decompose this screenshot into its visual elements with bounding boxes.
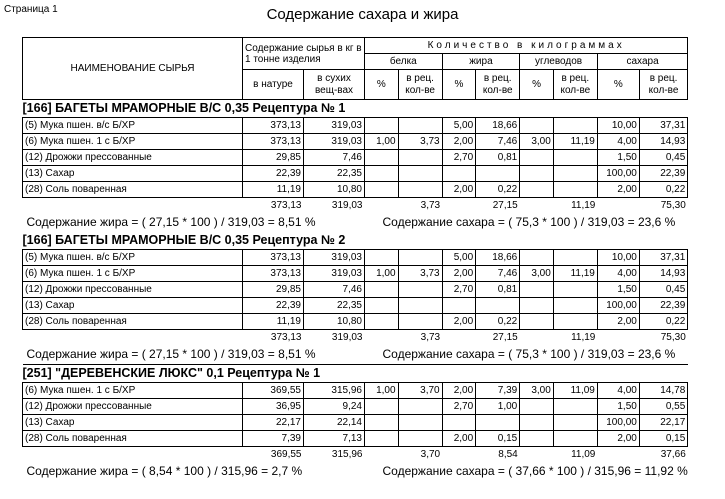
table-cell: [553, 314, 597, 330]
recipe-section-title: [251] "ДЕРЕВЕНСКИЕ ЛЮКС" 0,1 Рецептура № 1: [23, 365, 688, 383]
table-cell: 0,81: [476, 282, 520, 298]
table-cell: [520, 118, 554, 134]
table-cell: 22,35: [304, 298, 365, 314]
table-cell: 29,85: [243, 150, 304, 166]
total-cell: 37,66: [639, 447, 687, 463]
table-cell: 14,78: [639, 383, 687, 399]
table-cell: 22,39: [243, 298, 304, 314]
total-cell: [442, 330, 476, 346]
table-cell: 0,15: [639, 431, 687, 447]
total-cell: 3,73: [398, 198, 442, 214]
table-cell: 1,50: [597, 282, 639, 298]
table-cell: [365, 166, 399, 182]
table-cell: 5,00: [442, 250, 476, 266]
table-cell: 18,66: [476, 250, 520, 266]
table-cell: 22,17: [243, 415, 304, 431]
column-header-pct: %: [365, 70, 399, 100]
ingredient-name: (6) Мука пшен. 1 с Б/ХР: [23, 266, 243, 282]
table-cell: 10,80: [304, 314, 365, 330]
total-cell: 27,15: [476, 198, 520, 214]
column-group-quantity: Количество в килограммах: [365, 38, 688, 54]
ingredient-name: (12) Дрожжи прессованные: [23, 282, 243, 298]
table-cell: 2,00: [597, 431, 639, 447]
table-cell: [520, 182, 554, 198]
table-cell: 7,46: [476, 134, 520, 150]
column-group-carbs: углеводов: [520, 54, 598, 70]
table-cell: [520, 150, 554, 166]
total-cell: 75,30: [639, 330, 687, 346]
ingredient-name: (28) Соль поваренная: [23, 182, 243, 198]
table-row: [23, 282, 688, 298]
table-cell: 11,09: [553, 383, 597, 399]
table-cell: 7,46: [476, 266, 520, 282]
table-cell: [398, 182, 442, 198]
table-cell: 1,00: [365, 134, 399, 150]
table-cell: 3,73: [398, 266, 442, 282]
fat-content-summary: Содержание жира = ( 27,15 * 100 ) / 319,03 = 8,51 %: [26, 347, 316, 361]
table-cell: 1,50: [597, 399, 639, 415]
table-cell: 2,70: [442, 399, 476, 415]
table-cell: [553, 166, 597, 182]
table-row: [23, 150, 688, 166]
table-cell: [520, 415, 554, 431]
table-cell: [365, 298, 399, 314]
table-cell: 373,13: [243, 118, 304, 134]
table-row: [23, 134, 688, 150]
table-cell: 37,31: [639, 118, 687, 134]
total-cell: 315,96: [304, 447, 365, 463]
table-cell: [398, 431, 442, 447]
total-cell: [597, 330, 639, 346]
fat-content-summary: Содержание жира = ( 8,54 * 100 ) / 315,96 = 2,7 %: [26, 464, 303, 478]
table-cell: 22,14: [304, 415, 365, 431]
table-row: [23, 166, 688, 182]
total-cell: [597, 198, 639, 214]
table-cell: 14,93: [639, 266, 687, 282]
table-cell: [553, 282, 597, 298]
table-cell: 2,70: [442, 150, 476, 166]
table-cell: [442, 298, 476, 314]
table-cell: [398, 415, 442, 431]
table-cell: 11,19: [553, 266, 597, 282]
table-cell: 0,22: [639, 314, 687, 330]
column-group-sugar: сахара: [597, 54, 687, 70]
table-cell: [398, 166, 442, 182]
totals-row: [23, 198, 688, 214]
ingredient-name: (28) Соль поваренная: [23, 431, 243, 447]
table-row: [23, 431, 688, 447]
table-cell: 369,55: [243, 383, 304, 399]
table-cell: 3,73: [398, 134, 442, 150]
table-cell: 2,00: [442, 314, 476, 330]
table-cell: 0,22: [639, 182, 687, 198]
ingredient-name: (12) Дрожжи прессованные: [23, 399, 243, 415]
table-cell: 18,66: [476, 118, 520, 134]
column-group-protein: белка: [365, 54, 443, 70]
table-cell: [476, 298, 520, 314]
total-cell: [520, 330, 554, 346]
table-cell: [442, 415, 476, 431]
table-cell: 0,22: [476, 314, 520, 330]
table-cell: [520, 298, 554, 314]
table-cell: 1,50: [597, 150, 639, 166]
ingredient-name: (6) Мука пшен. 1 с Б/ХР: [23, 134, 243, 150]
table-row: [23, 383, 688, 399]
table-cell: [442, 166, 476, 182]
table-cell: 10,00: [597, 118, 639, 134]
total-cell: 373,13: [243, 198, 304, 214]
table-cell: 5,00: [442, 118, 476, 134]
table-cell: [365, 415, 399, 431]
column-header-recipe: в рец. кол-ве: [398, 70, 442, 100]
total-cell: 11,09: [553, 447, 597, 463]
table-cell: 100,00: [597, 166, 639, 182]
column-group-fat: жира: [442, 54, 520, 70]
table-cell: [365, 399, 399, 415]
table-cell: [365, 314, 399, 330]
totals-row: [23, 330, 688, 346]
table-cell: [398, 282, 442, 298]
table-cell: 3,70: [398, 383, 442, 399]
table-cell: 100,00: [597, 298, 639, 314]
sugar-fat-table: [22, 37, 688, 481]
total-cell: 11,19: [553, 198, 597, 214]
table-cell: [476, 415, 520, 431]
fat-content-summary: Содержание жира = ( 27,15 * 100 ) / 319,03 = 8,51 %: [26, 215, 316, 229]
table-cell: 4,00: [597, 383, 639, 399]
table-cell: [520, 282, 554, 298]
total-cell: 369,55: [243, 447, 304, 463]
table-cell: 22,39: [243, 166, 304, 182]
table-cell: [398, 118, 442, 134]
table-row: [23, 250, 688, 266]
table-cell: 100,00: [597, 415, 639, 431]
column-group-content: Содержание сырья в кг в 1 тонне изделия: [243, 38, 365, 70]
table-row: [23, 266, 688, 282]
ingredient-name: (6) Мука пшен. 1 с Б/ХР: [23, 383, 243, 399]
table-row: [23, 399, 688, 415]
total-cell: [442, 447, 476, 463]
table-cell: [553, 250, 597, 266]
ingredient-name: (12) Дрожжи прессованные: [23, 150, 243, 166]
table-cell: 1,00: [365, 266, 399, 282]
table-cell: [398, 399, 442, 415]
table-cell: 22,17: [639, 415, 687, 431]
table-cell: 7,46: [304, 282, 365, 298]
table-cell: [520, 431, 554, 447]
table-cell: [365, 250, 399, 266]
total-cell: 319,03: [304, 198, 365, 214]
column-header-recipe: в рец. кол-ве: [639, 70, 687, 100]
table-cell: 2,00: [442, 182, 476, 198]
table-cell: 373,13: [243, 266, 304, 282]
table-row: [23, 298, 688, 314]
sugar-content-summary: Содержание сахара = ( 75,3 * 100 ) / 319,03 = 23,6 %: [382, 215, 676, 229]
table-cell: [398, 314, 442, 330]
table-row: [23, 314, 688, 330]
table-cell: 0,55: [639, 399, 687, 415]
column-header-pct: %: [597, 70, 639, 100]
table-row: [23, 118, 688, 134]
document-title: Содержание сахара и жира: [266, 6, 459, 23]
table-cell: 11,19: [553, 134, 597, 150]
recipe-section-title: [166] БАГЕТЫ МРАМОРНЫЕ В/С 0,35 Рецептура № 2: [22, 233, 346, 247]
ingredient-name: (5) Мука пшен. в/с Б/ХР: [23, 118, 243, 134]
total-cell: [520, 447, 554, 463]
table-cell: [553, 118, 597, 134]
table-cell: 0,22: [476, 182, 520, 198]
table-cell: 7,46: [304, 150, 365, 166]
table-cell: 2,00: [442, 266, 476, 282]
ingredient-name: (13) Сахар: [23, 166, 243, 182]
total-cell: [365, 198, 399, 214]
total-cell: 27,15: [476, 330, 520, 346]
table-cell: 29,85: [243, 282, 304, 298]
table-cell: 9,24: [304, 399, 365, 415]
table-cell: 37,31: [639, 250, 687, 266]
page-number: Страница 1: [4, 4, 58, 15]
ingredient-name: (28) Соль поваренная: [23, 314, 243, 330]
table-cell: [365, 431, 399, 447]
ingredient-name: (5) Мука пшен. в/с Б/ХР: [23, 250, 243, 266]
table-cell: 3,00: [520, 383, 554, 399]
ingredient-name: (13) Сахар: [23, 415, 243, 431]
table-cell: [553, 182, 597, 198]
total-cell: [442, 198, 476, 214]
table-cell: 14,93: [639, 134, 687, 150]
table-header: [23, 38, 688, 100]
table-row: [23, 415, 688, 431]
table-cell: 2,70: [442, 282, 476, 298]
table-cell: 2,00: [442, 431, 476, 447]
table-cell: 1,00: [365, 383, 399, 399]
table-cell: [520, 314, 554, 330]
table-cell: [398, 298, 442, 314]
table-cell: [553, 399, 597, 415]
total-cell: [365, 330, 399, 346]
table-cell: 0,45: [639, 150, 687, 166]
table-cell: [553, 431, 597, 447]
totals-row: [23, 447, 688, 463]
table-cell: [553, 298, 597, 314]
table-cell: 315,96: [304, 383, 365, 399]
column-header-pct: %: [442, 70, 476, 100]
sugar-content-summary: Содержание сахара = ( 37,66 * 100 ) / 315,96 = 11,92 %: [382, 464, 688, 478]
table-cell: 373,13: [243, 134, 304, 150]
table-cell: [553, 150, 597, 166]
column-header-natural: в натуре: [243, 70, 304, 100]
table-cell: [476, 166, 520, 182]
table-cell: 7,39: [476, 383, 520, 399]
table-cell: 3,00: [520, 134, 554, 150]
table-cell: 10,80: [304, 182, 365, 198]
table-cell: 2,00: [442, 134, 476, 150]
total-cell: [520, 198, 554, 214]
column-header-recipe: в рец. кол-ве: [476, 70, 520, 100]
table-cell: 11,19: [243, 314, 304, 330]
total-cell: 8,54: [476, 447, 520, 463]
table-cell: [553, 415, 597, 431]
table-cell: 2,00: [442, 383, 476, 399]
table-cell: [365, 150, 399, 166]
total-cell: 373,13: [243, 330, 304, 346]
table-cell: 319,03: [304, 134, 365, 150]
table-cell: 1,00: [476, 399, 520, 415]
table-cell: [520, 250, 554, 266]
total-cell: 3,70: [398, 447, 442, 463]
table-cell: 2,00: [597, 314, 639, 330]
table-cell: 7,39: [243, 431, 304, 447]
table-cell: 22,39: [639, 166, 687, 182]
table-cell: [398, 250, 442, 266]
table-cell: 36,95: [243, 399, 304, 415]
table-cell: 7,13: [304, 431, 365, 447]
table-cell: 3,00: [520, 266, 554, 282]
recipe-section-title: [166] БАГЕТЫ МРАМОРНЫЕ В/С 0,35 Рецептура № 1: [22, 101, 346, 115]
table-cell: 22,35: [304, 166, 365, 182]
sugar-content-summary: Содержание сахара = ( 75,3 * 100 ) / 319,03 = 23,6 %: [382, 347, 676, 361]
table-cell: 11,19: [243, 182, 304, 198]
total-cell: [597, 447, 639, 463]
table-cell: 373,13: [243, 250, 304, 266]
table-cell: 319,03: [304, 266, 365, 282]
table-row: [23, 182, 688, 198]
table-cell: 22,39: [639, 298, 687, 314]
table-body: [23, 100, 688, 482]
table-cell: 2,00: [597, 182, 639, 198]
table-cell: 0,45: [639, 282, 687, 298]
table-cell: 0,15: [476, 431, 520, 447]
table-cell: 0,81: [476, 150, 520, 166]
table-cell: 319,03: [304, 118, 365, 134]
table-cell: 319,03: [304, 250, 365, 266]
total-cell: 11,19: [553, 330, 597, 346]
table-cell: 4,00: [597, 134, 639, 150]
table-cell: [365, 118, 399, 134]
total-cell: 319,03: [304, 330, 365, 346]
table-cell: [365, 182, 399, 198]
column-header-pct: %: [520, 70, 554, 100]
ingredient-name: (13) Сахар: [23, 298, 243, 314]
table-cell: [520, 399, 554, 415]
table-cell: [398, 150, 442, 166]
total-cell: 3,73: [398, 330, 442, 346]
table-cell: [520, 166, 554, 182]
total-cell: [365, 447, 399, 463]
table-cell: [365, 282, 399, 298]
table-cell: 4,00: [597, 266, 639, 282]
column-header-raw-material: НАИМЕНОВАНИЕ СЫРЬЯ: [23, 38, 243, 100]
column-header-recipe: в рец. кол-ве: [553, 70, 597, 100]
table-cell: 10,00: [597, 250, 639, 266]
total-cell: 75,30: [639, 198, 687, 214]
column-header-dry: в сухих вещ-вах: [304, 70, 365, 100]
